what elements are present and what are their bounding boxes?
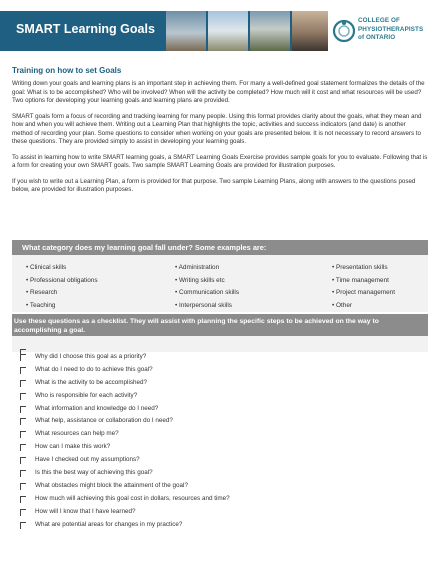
section-title: Training on how to set Goals xyxy=(12,66,122,75)
list-item xyxy=(20,352,420,365)
checkbox[interactable] xyxy=(20,431,26,438)
list-item xyxy=(20,507,420,520)
category-item: • Other xyxy=(332,301,352,309)
list-item xyxy=(20,378,420,391)
list-item xyxy=(20,520,420,533)
question-text: What do I need to do to achieve this goal? xyxy=(35,365,153,373)
checkbox[interactable] xyxy=(20,522,26,529)
question-text: What is the activity to be accomplished? xyxy=(35,378,147,386)
logo-line: COLLEGE OF xyxy=(358,17,400,24)
checklist-header: Use these questions as a checklist. They will assist with planning the specific steps to be achieved on the way to accomplishing a goal. xyxy=(12,314,428,336)
list-item xyxy=(20,455,420,468)
category-item: • Teaching xyxy=(26,301,56,309)
category-column xyxy=(175,262,239,312)
checkbox[interactable] xyxy=(20,444,26,451)
category-item: • Research xyxy=(26,289,58,297)
question-text: Have I checked out my assumptions? xyxy=(35,456,140,464)
question-text: How much will achieving this goal cost in dollars, resources and time? xyxy=(35,494,230,502)
checkbox[interactable] xyxy=(20,483,26,490)
category-header: What category does my learning goal fall under? Some examples are: xyxy=(12,240,428,255)
checkbox[interactable] xyxy=(20,509,26,516)
list-item xyxy=(20,365,420,378)
list-item xyxy=(20,391,420,404)
page-header xyxy=(0,0,440,62)
header-photo xyxy=(166,11,206,51)
list-item xyxy=(20,404,420,417)
list-item xyxy=(20,429,420,442)
question-text: What resources can help me? xyxy=(35,430,119,438)
intro-paragraph: SMART goals form a focus of recording and tracking learning for many people. Using this format provides clarity about the goals, what they mean and how and when you will achieve them. Writing out a Learning Plan that highlights the topic, activities and success indicators (and date) is another method of recording your plan. Some questions to consider when working on your goals are presented below. It is not necessary to record answers to these questions. They are provided simply to assist in developing your learning goals. xyxy=(12,112,422,145)
logo-line: PHYSIOTHERAPISTS xyxy=(358,25,424,33)
logo-line: of ONTARIO xyxy=(358,34,396,41)
question-text: Who is responsible for each activity? xyxy=(35,391,138,399)
list-item xyxy=(20,494,420,507)
question-text: What are potential areas for changes in my practice? xyxy=(35,520,183,528)
college-logo xyxy=(328,11,440,51)
category-item: • Presentation skills xyxy=(332,264,388,271)
checkbox[interactable] xyxy=(20,406,26,413)
checklist xyxy=(20,352,420,532)
question-text: What obstacles might block the attainment of the goal? xyxy=(35,481,188,489)
intro-paragraph: If you wish to write out a Learning Plan, a form is provided for that purpose. Two sample Learning Plans, along with answers to the questions posed below, are provided for illustration purposes. xyxy=(12,177,416,193)
category-item: • Administration xyxy=(175,264,220,271)
question-text: How can I make this work? xyxy=(35,443,111,451)
intro-text xyxy=(12,80,428,202)
category-item: • Writing skills etc xyxy=(175,276,225,284)
question-text: Is this the best way of achieving this goal? xyxy=(35,469,153,477)
list-item xyxy=(20,468,420,481)
category-item: • Communication skills xyxy=(175,289,240,297)
question-text: What information and knowledge do I need? xyxy=(35,404,159,412)
list-item xyxy=(20,481,420,494)
category-item: • Time management xyxy=(332,276,389,284)
question-text: What help, assistance or collaboration do I need? xyxy=(35,417,173,425)
checkbox[interactable] xyxy=(20,380,26,387)
category-column xyxy=(26,262,98,312)
header-photo xyxy=(292,11,332,51)
logo-text xyxy=(358,17,423,43)
list-item xyxy=(20,416,420,429)
checkbox[interactable] xyxy=(20,393,26,400)
category-item: • Professional obligations xyxy=(26,276,98,284)
list-item xyxy=(20,442,420,455)
question-text: Why did I choose this goal as a priority? xyxy=(35,353,147,360)
question-text: How will I know that I have learned? xyxy=(35,507,136,515)
checkbox[interactable] xyxy=(20,496,26,503)
category-item: • Project management xyxy=(332,289,395,297)
category-item: • Interpersonal skills xyxy=(175,301,232,309)
checkbox[interactable] xyxy=(20,367,26,374)
checklist-spacer xyxy=(12,336,428,352)
checkbox[interactable] xyxy=(20,457,26,464)
intro-paragraph: Writing down your goals and learning plans is an important step in achieving them. For many a well-defined goal statement formalizes the details of the goal: What is to be accomplished? Who will be involved? When will the activity be completed? How much will it cost and what resources will be used? Two options for developing your learning goals and learning plans are provided. xyxy=(12,80,425,104)
checkbox[interactable] xyxy=(20,418,26,425)
checkbox[interactable] xyxy=(20,470,26,477)
checkbox[interactable] xyxy=(20,354,26,361)
category-item: • Clinical skills xyxy=(26,264,67,271)
intro-paragraph: To assist in learning how to write SMART learning goals, a SMART Learning Goals Exercise provides sample goals for you to evaluate. Following that is a form for creating your own SMART goals. Two sample SMART Learning Goals are provided for illustration purposes. xyxy=(12,153,428,169)
header-photo xyxy=(208,11,248,51)
logo-mark-icon xyxy=(332,17,356,45)
category-list xyxy=(12,255,428,312)
category-column xyxy=(332,262,395,312)
page-title: SMART Learning Goals xyxy=(16,22,155,36)
header-photo-strip xyxy=(166,11,334,51)
header-photo xyxy=(250,11,290,51)
